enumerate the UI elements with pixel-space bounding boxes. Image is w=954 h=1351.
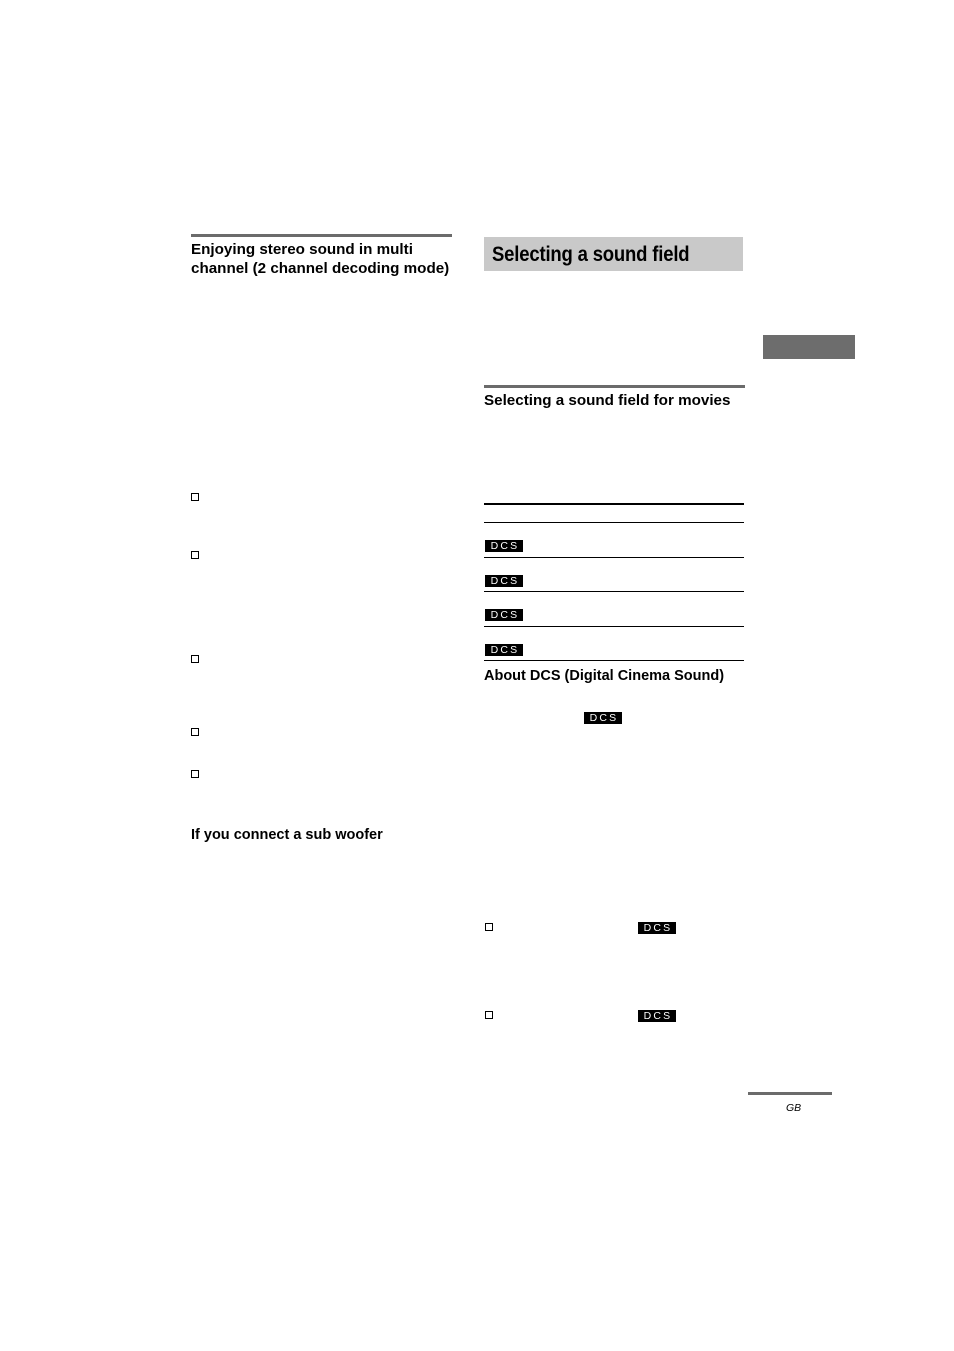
table-top-rule (484, 503, 744, 505)
section-title-box (484, 237, 743, 271)
heading-sound-field-movies: Selecting a sound field for movies (484, 392, 731, 409)
section-heading-2ch-decoding: Enjoying stereo sound in multi channel (2 channel decoding mode) (191, 241, 450, 277)
bullet-square (191, 770, 199, 778)
bullet-square (485, 923, 493, 931)
section-title: Selecting a sound field (492, 242, 690, 266)
right-heading-rule (484, 385, 745, 388)
dcs-badge: DCS (485, 609, 523, 621)
bullet-square (191, 551, 199, 559)
left-heading-rule (191, 234, 452, 237)
dcs-badge: DCS (638, 1010, 676, 1022)
table-row-rule (484, 626, 744, 627)
table-bottom-rule (484, 660, 744, 661)
bullet-square (485, 1011, 493, 1019)
table-row-rule (484, 522, 744, 523)
bullet-square (191, 728, 199, 736)
subheading-sub-woofer: If you connect a sub woofer (191, 827, 383, 843)
bullet-square (191, 655, 199, 663)
dcs-badge: DCS (485, 540, 523, 552)
footer-rule (748, 1092, 832, 1095)
dcs-badge: DCS (485, 575, 523, 587)
page-language-label: GB (786, 1102, 802, 1114)
table-row-rule (484, 557, 744, 558)
subheading-about-dcs: About DCS (Digital Cinema Sound) (484, 668, 725, 684)
table-row-rule (484, 591, 744, 592)
dcs-badge: DCS (584, 712, 622, 724)
dcs-badge: DCS (485, 644, 523, 656)
side-tab-marker (763, 335, 855, 359)
bullet-square (191, 493, 199, 501)
dcs-badge: DCS (638, 922, 676, 934)
